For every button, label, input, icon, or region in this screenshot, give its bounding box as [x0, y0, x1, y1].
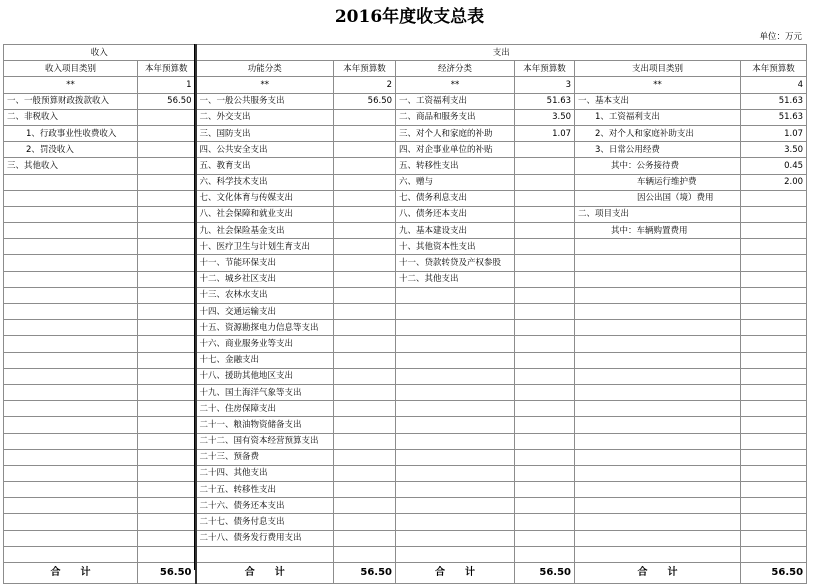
table-row — [4, 546, 807, 562]
cell-function-category[interactable]: 十九、国土海洋气象等支出 — [196, 384, 334, 400]
budget-table — [3, 44, 807, 584]
cell-economic-budget[interactable] — [515, 336, 575, 352]
cell-expense-item-category[interactable]: 一、基本支出 — [575, 93, 741, 109]
cell-income-budget[interactable] — [138, 530, 196, 546]
cell-economic-budget[interactable] — [515, 482, 575, 498]
cell-function-category[interactable]: 九、社会保险基金支出 — [196, 223, 334, 239]
cell-economic-category[interactable]: 十一、贷款转贷及产权参股 — [396, 255, 515, 271]
cell-economic-category[interactable] — [396, 287, 515, 303]
cell-income-budget[interactable] — [138, 109, 196, 125]
cell-economic-budget[interactable] — [515, 433, 575, 449]
cell-economic-budget[interactable] — [515, 546, 575, 562]
cell-expense-item-category[interactable]: 车辆运行维护费 — [575, 174, 741, 190]
cell-income-category[interactable] — [4, 514, 138, 530]
table-row — [4, 449, 807, 465]
column-header-economic-category[interactable]: 经济分类 — [396, 61, 515, 77]
cell-expense-item-category[interactable] — [575, 417, 741, 433]
expense-group-header[interactable]: 支出 — [196, 45, 807, 61]
cell-income-category[interactable] — [4, 206, 138, 222]
cell-function-category[interactable]: 一、一般公共服务支出 — [196, 93, 334, 109]
table-row — [4, 336, 807, 352]
cell-function-budget[interactable] — [334, 498, 396, 514]
cell-function-budget[interactable] — [334, 465, 396, 481]
cell-economic-category[interactable] — [396, 498, 515, 514]
cell-function-budget[interactable] — [334, 514, 396, 530]
cell-income-category[interactable] — [4, 190, 138, 206]
column-code-income-category[interactable]: ** — [4, 77, 138, 93]
cell-function-category[interactable]: 十二、城乡社区支出 — [196, 271, 334, 287]
cell-expense-item-category[interactable] — [575, 482, 741, 498]
cell-economic-category[interactable]: 八、债务还本支出 — [396, 206, 515, 222]
cell-expense-item-category[interactable] — [575, 384, 741, 400]
cell-expense-budget[interactable] — [741, 320, 807, 336]
cell-expense-item-category[interactable] — [575, 401, 741, 417]
cell-function-category[interactable]: 二十六、债务还本支出 — [196, 498, 334, 514]
cell-economic-budget[interactable] — [515, 271, 575, 287]
cell-expense-item-category[interactable] — [575, 336, 741, 352]
cell-economic-category[interactable] — [396, 514, 515, 530]
cell-economic-category[interactable]: 二、商品和服务支出 — [396, 109, 515, 125]
table-row — [4, 384, 807, 400]
cell-income-budget[interactable] — [138, 352, 196, 368]
cell-function-category[interactable]: 二十五、转移性支出 — [196, 482, 334, 498]
cell-income-category[interactable] — [4, 530, 138, 546]
cell-expense-item-category[interactable] — [575, 433, 741, 449]
table-row — [4, 206, 807, 222]
cell-income-budget[interactable] — [138, 417, 196, 433]
cell-income-budget[interactable] — [138, 206, 196, 222]
table-row — [4, 433, 807, 449]
total-value[interactable]: 56.50 — [334, 563, 396, 584]
cell-income-category[interactable] — [4, 546, 138, 562]
cell-expense-item-category[interactable] — [575, 320, 741, 336]
cell-function-budget[interactable] — [334, 546, 396, 562]
cell-economic-budget[interactable] — [515, 384, 575, 400]
cell-function-category[interactable]: 四、公共安全支出 — [196, 142, 334, 158]
cell-income-category[interactable] — [4, 271, 138, 287]
cell-function-category[interactable]: 十、医疗卫生与计划生育支出 — [196, 239, 334, 255]
cell-income-budget[interactable] — [138, 465, 196, 481]
table-row — [4, 465, 807, 481]
column-code-function-category[interactable]: ** — [196, 77, 334, 93]
cell-expense-budget[interactable] — [741, 401, 807, 417]
unit-label: 单位：万元 — [759, 32, 802, 42]
table-row — [4, 255, 807, 271]
cell-economic-category[interactable]: 一、工资福利支出 — [396, 93, 515, 109]
table-row — [4, 287, 807, 303]
table-row — [4, 514, 807, 530]
table-row — [4, 530, 807, 546]
cell-income-category[interactable] — [4, 417, 138, 433]
cell-function-budget[interactable] — [334, 174, 396, 190]
total-row — [4, 563, 807, 584]
cell-economic-category[interactable]: 六、赠与 — [396, 174, 515, 190]
cell-expense-budget[interactable] — [741, 530, 807, 546]
cell-economic-budget[interactable] — [515, 352, 575, 368]
cell-income-category[interactable] — [4, 223, 138, 239]
cell-income-category[interactable] — [4, 304, 138, 320]
total-label[interactable]: 合 计 — [575, 563, 741, 584]
column-header-expense-budget[interactable]: 本年预算数 — [741, 61, 807, 77]
cell-function-category[interactable]: 十四、交通运输支出 — [196, 304, 334, 320]
table-row — [4, 125, 807, 141]
cell-expense-budget[interactable] — [741, 190, 807, 206]
cell-expense-budget[interactable]: 1.07 — [741, 125, 807, 141]
cell-expense-item-category[interactable]: 2、对个人和家庭补助支出 — [575, 125, 741, 141]
cell-function-budget[interactable] — [334, 417, 396, 433]
total-value[interactable]: 56.50 — [515, 563, 575, 584]
cell-function-category[interactable]: 十七、金融支出 — [196, 352, 334, 368]
table-row — [4, 320, 807, 336]
cell-economic-category[interactable] — [396, 417, 515, 433]
cell-expense-budget[interactable] — [741, 449, 807, 465]
total-label[interactable]: 合 计 — [196, 563, 334, 584]
income-group-header[interactable]: 收入 — [4, 45, 196, 61]
cell-income-category[interactable] — [4, 174, 138, 190]
cell-function-category[interactable]: 二十八、债务发行费用支出 — [196, 530, 334, 546]
column-code-expense-item-category[interactable]: ** — [575, 77, 741, 93]
cell-expense-item-category[interactable] — [575, 239, 741, 255]
cell-income-budget[interactable] — [138, 255, 196, 271]
table-row — [4, 190, 807, 206]
cell-economic-budget[interactable] — [515, 449, 575, 465]
cell-function-category[interactable]: 二十三、预备费 — [196, 449, 334, 465]
cell-function-budget[interactable] — [334, 368, 396, 384]
cell-economic-budget[interactable] — [515, 530, 575, 546]
cell-income-budget[interactable] — [138, 287, 196, 303]
cell-income-budget[interactable] — [138, 401, 196, 417]
cell-economic-category[interactable]: 十二、其他支出 — [396, 271, 515, 287]
cell-economic-category[interactable] — [396, 449, 515, 465]
cell-income-budget[interactable] — [138, 336, 196, 352]
cell-income-category[interactable]: 三、其他收入 — [4, 158, 138, 174]
cell-income-category[interactable]: 二、非税收入 — [4, 109, 138, 125]
cell-economic-budget[interactable] — [515, 417, 575, 433]
cell-expense-budget[interactable] — [741, 433, 807, 449]
cell-expense-budget[interactable] — [741, 352, 807, 368]
cell-income-category[interactable]: 1、行政事业性收费收入 — [4, 125, 138, 141]
table-row — [4, 271, 807, 287]
cell-function-budget[interactable] — [334, 287, 396, 303]
cell-function-budget[interactable] — [334, 206, 396, 222]
cell-economic-category[interactable]: 三、对个人和家庭的补助 — [396, 125, 515, 141]
cell-function-budget[interactable] — [334, 352, 396, 368]
cell-function-budget[interactable] — [334, 384, 396, 400]
column-header-function-budget[interactable]: 本年预算数 — [334, 61, 396, 77]
cell-function-budget[interactable] — [334, 482, 396, 498]
column-header-economic-budget[interactable]: 本年预算数 — [515, 61, 575, 77]
cell-income-category[interactable] — [4, 482, 138, 498]
cell-function-budget[interactable] — [334, 190, 396, 206]
cell-economic-category[interactable] — [396, 530, 515, 546]
table-row — [4, 109, 807, 125]
cell-economic-category[interactable] — [396, 433, 515, 449]
cell-income-category[interactable] — [4, 320, 138, 336]
column-code-function-budget[interactable]: 2 — [334, 77, 396, 93]
cell-economic-category[interactable] — [396, 482, 515, 498]
cell-function-category[interactable]: 二十四、其他支出 — [196, 465, 334, 481]
column-header-expense-item-category[interactable]: 支出项目类别 — [575, 61, 741, 77]
cell-function-budget[interactable] — [334, 109, 396, 125]
cell-economic-budget[interactable] — [515, 514, 575, 530]
cell-function-category[interactable]: 三、国防支出 — [196, 125, 334, 141]
cell-expense-item-category[interactable] — [575, 514, 741, 530]
cell-function-category[interactable]: 二、外交支出 — [196, 109, 334, 125]
cell-function-category[interactable]: 八、社会保障和就业支出 — [196, 206, 334, 222]
cell-expense-budget[interactable]: 51.63 — [741, 109, 807, 125]
cell-expense-item-category[interactable] — [575, 498, 741, 514]
cell-function-budget[interactable] — [334, 304, 396, 320]
cell-income-category[interactable] — [4, 384, 138, 400]
cell-function-budget[interactable] — [334, 255, 396, 271]
total-label[interactable]: 合 计 — [4, 563, 138, 584]
cell-expense-item-category[interactable]: 其中：车辆购置费用 — [575, 223, 741, 239]
cell-expense-item-category[interactable] — [575, 304, 741, 320]
cell-income-budget[interactable]: 56.50 — [138, 93, 196, 109]
cell-expense-budget[interactable] — [741, 223, 807, 239]
cell-economic-budget[interactable] — [515, 304, 575, 320]
cell-income-category[interactable] — [4, 255, 138, 271]
cell-expense-item-category[interactable] — [575, 255, 741, 271]
cell-income-category[interactable]: 一、一般预算财政拨款收入 — [4, 93, 138, 109]
cell-economic-budget[interactable] — [515, 368, 575, 384]
column-header-function-category[interactable]: 功能分类 — [196, 61, 334, 77]
cell-income-budget[interactable] — [138, 271, 196, 287]
cell-function-category[interactable]: 二十一、粮油物资储备支出 — [196, 417, 334, 433]
cell-economic-budget[interactable] — [515, 239, 575, 255]
cell-function-category[interactable]: 十一、节能环保支出 — [196, 255, 334, 271]
cell-income-budget[interactable] — [138, 239, 196, 255]
cell-function-budget[interactable] — [334, 239, 396, 255]
cell-expense-item-category[interactable] — [575, 465, 741, 481]
cell-income-category[interactable] — [4, 465, 138, 481]
cell-economic-budget[interactable]: 3.50 — [515, 109, 575, 125]
cell-function-budget[interactable] — [334, 223, 396, 239]
cell-expense-budget[interactable]: 51.63 — [741, 93, 807, 109]
cell-income-budget[interactable] — [138, 125, 196, 141]
cell-expense-item-category[interactable] — [575, 271, 741, 287]
cell-economic-category[interactable]: 四、对企事业单位的补贴 — [396, 142, 515, 158]
cell-function-category[interactable]: 二十二、国有资本经营预算支出 — [196, 433, 334, 449]
table-row — [4, 223, 807, 239]
table-row — [4, 142, 807, 158]
cell-economic-category[interactable]: 五、转移性支出 — [396, 158, 515, 174]
cell-economic-category[interactable] — [396, 465, 515, 481]
table-row — [4, 352, 807, 368]
table-row — [4, 368, 807, 384]
cell-economic-budget[interactable] — [515, 401, 575, 417]
cell-income-category[interactable]: 2、罚没收入 — [4, 142, 138, 158]
cell-economic-category[interactable] — [396, 384, 515, 400]
cell-expense-budget[interactable]: 2.00 — [741, 174, 807, 190]
column-header-income-category[interactable]: 收入项目类别 — [4, 61, 138, 77]
cell-expense-item-category[interactable] — [575, 449, 741, 465]
cell-function-category[interactable]: 十八、援助其他地区支出 — [196, 368, 334, 384]
table-row — [4, 304, 807, 320]
column-code-income-budget[interactable]: 1 — [138, 77, 196, 93]
cell-economic-budget[interactable]: 1.07 — [515, 125, 575, 141]
sheet-title: 2016年度收支总表 — [334, 7, 485, 27]
cell-economic-category[interactable] — [396, 336, 515, 352]
cell-function-budget[interactable] — [334, 530, 396, 546]
column-header-income-budget[interactable]: 本年预算数 — [138, 61, 196, 77]
column-code-economic-category[interactable]: ** — [396, 77, 515, 93]
cell-income-budget[interactable] — [138, 384, 196, 400]
cell-expense-item-category[interactable] — [575, 368, 741, 384]
cell-income-budget[interactable] — [138, 320, 196, 336]
cell-income-budget[interactable] — [138, 158, 196, 174]
table-row — [4, 482, 807, 498]
cell-function-category[interactable]: 二十七、债务付息支出 — [196, 514, 334, 530]
cell-function-budget[interactable] — [334, 336, 396, 352]
cell-function-budget[interactable]: 56.50 — [334, 93, 396, 109]
cell-economic-budget[interactable] — [515, 190, 575, 206]
cell-function-budget[interactable] — [334, 142, 396, 158]
cell-income-category[interactable] — [4, 352, 138, 368]
cell-economic-category[interactable] — [396, 304, 515, 320]
cell-expense-item-category[interactable]: 因公出国（境）费用 — [575, 190, 741, 206]
cell-economic-budget[interactable] — [515, 223, 575, 239]
cell-economic-category[interactable] — [396, 401, 515, 417]
cell-function-budget[interactable] — [334, 271, 396, 287]
cell-economic-budget[interactable] — [515, 206, 575, 222]
cell-expense-item-category[interactable] — [575, 530, 741, 546]
cell-function-category[interactable]: 二十、住房保障支出 — [196, 401, 334, 417]
cell-economic-budget[interactable] — [515, 174, 575, 190]
cell-income-budget[interactable] — [138, 514, 196, 530]
column-code-expense-budget[interactable]: 4 — [741, 77, 807, 93]
cell-expense-budget[interactable] — [741, 206, 807, 222]
cell-income-budget[interactable] — [138, 546, 196, 562]
cell-expense-item-category[interactable]: 其中：公务接待费 — [575, 158, 741, 174]
cell-expense-budget[interactable] — [741, 546, 807, 562]
cell-function-budget[interactable] — [334, 158, 396, 174]
cell-expense-budget[interactable] — [741, 239, 807, 255]
cell-function-category[interactable]: 七、文化体育与传媒支出 — [196, 190, 334, 206]
cell-expense-budget[interactable] — [741, 287, 807, 303]
cell-expense-budget[interactable] — [741, 255, 807, 271]
cell-function-budget[interactable] — [334, 401, 396, 417]
cell-expense-budget[interactable]: 3.50 — [741, 142, 807, 158]
cell-income-category[interactable] — [4, 433, 138, 449]
cell-economic-budget[interactable] — [515, 142, 575, 158]
cell-economic-budget[interactable] — [515, 498, 575, 514]
total-value[interactable]: 56.50 — [138, 563, 196, 584]
cell-economic-category[interactable]: 七、债务利息支出 — [396, 190, 515, 206]
column-code-economic-budget[interactable]: 3 — [515, 77, 575, 93]
cell-expense-budget[interactable] — [741, 465, 807, 481]
cell-function-category[interactable]: 六、科学技术支出 — [196, 174, 334, 190]
cell-expense-item-category[interactable]: 3、日常公用经费 — [575, 142, 741, 158]
cell-economic-category[interactable] — [396, 352, 515, 368]
cell-expense-item-category[interactable] — [575, 287, 741, 303]
cell-function-category[interactable] — [196, 546, 334, 562]
cell-function-category[interactable]: 十五、资源勘探电力信息等支出 — [196, 320, 334, 336]
cell-function-budget[interactable] — [334, 433, 396, 449]
cell-income-category[interactable] — [4, 368, 138, 384]
cell-expense-budget[interactable] — [741, 417, 807, 433]
cell-economic-category[interactable]: 九、基本建设支出 — [396, 223, 515, 239]
cell-income-budget[interactable] — [138, 190, 196, 206]
cell-function-budget[interactable] — [334, 449, 396, 465]
cell-expense-budget[interactable] — [741, 498, 807, 514]
cell-income-budget[interactable] — [138, 223, 196, 239]
cell-income-budget[interactable] — [138, 174, 196, 190]
cell-income-category[interactable] — [4, 498, 138, 514]
cell-economic-budget[interactable] — [515, 287, 575, 303]
cell-expense-budget[interactable] — [741, 271, 807, 287]
cell-expense-budget[interactable]: 0.45 — [741, 158, 807, 174]
cell-expense-item-category[interactable]: 1、工资福利支出 — [575, 109, 741, 125]
cell-economic-category[interactable] — [396, 368, 515, 384]
cell-expense-item-category[interactable] — [575, 352, 741, 368]
cell-economic-budget[interactable] — [515, 320, 575, 336]
table-row — [4, 498, 807, 514]
cell-function-category[interactable]: 十三、农林水支出 — [196, 287, 334, 303]
table-row — [4, 239, 807, 255]
cell-income-category[interactable] — [4, 449, 138, 465]
income-expense-divider — [194, 44, 195, 570]
cell-expense-budget[interactable] — [741, 514, 807, 530]
total-value[interactable]: 56.50 — [741, 563, 807, 584]
cell-income-budget[interactable] — [138, 498, 196, 514]
cell-income-category[interactable] — [4, 287, 138, 303]
cell-income-budget[interactable] — [138, 449, 196, 465]
cell-income-category[interactable] — [4, 401, 138, 417]
table-row — [4, 93, 807, 109]
cell-economic-budget[interactable] — [515, 465, 575, 481]
table-row — [4, 158, 807, 174]
cell-expense-budget[interactable] — [741, 482, 807, 498]
cell-economic-category[interactable] — [396, 320, 515, 336]
cell-expense-budget[interactable] — [741, 304, 807, 320]
cell-economic-category[interactable] — [396, 546, 515, 562]
cell-economic-budget[interactable] — [515, 158, 575, 174]
cell-income-budget[interactable] — [138, 433, 196, 449]
cell-income-category[interactable] — [4, 239, 138, 255]
cell-expense-budget[interactable] — [741, 368, 807, 384]
cell-income-budget[interactable] — [138, 482, 196, 498]
cell-income-budget[interactable] — [138, 304, 196, 320]
cell-income-category[interactable] — [4, 336, 138, 352]
cell-economic-category[interactable]: 十、其他资本性支出 — [396, 239, 515, 255]
cell-function-category[interactable]: 十六、商业服务业等支出 — [196, 336, 334, 352]
cell-expense-budget[interactable] — [741, 384, 807, 400]
cell-economic-budget[interactable]: 51.63 — [515, 93, 575, 109]
cell-function-budget[interactable] — [334, 320, 396, 336]
cell-economic-budget[interactable] — [515, 255, 575, 271]
cell-expense-item-category[interactable]: 二、项目支出 — [575, 206, 741, 222]
table-row — [4, 174, 807, 190]
total-label[interactable]: 合 计 — [396, 563, 515, 584]
cell-expense-budget[interactable] — [741, 336, 807, 352]
table-row — [4, 401, 807, 417]
cell-function-category[interactable]: 五、教育支出 — [196, 158, 334, 174]
cell-income-budget[interactable] — [138, 368, 196, 384]
cell-expense-item-category[interactable] — [575, 546, 741, 562]
cell-function-budget[interactable] — [334, 125, 396, 141]
table-row — [4, 417, 807, 433]
cell-income-budget[interactable] — [138, 142, 196, 158]
